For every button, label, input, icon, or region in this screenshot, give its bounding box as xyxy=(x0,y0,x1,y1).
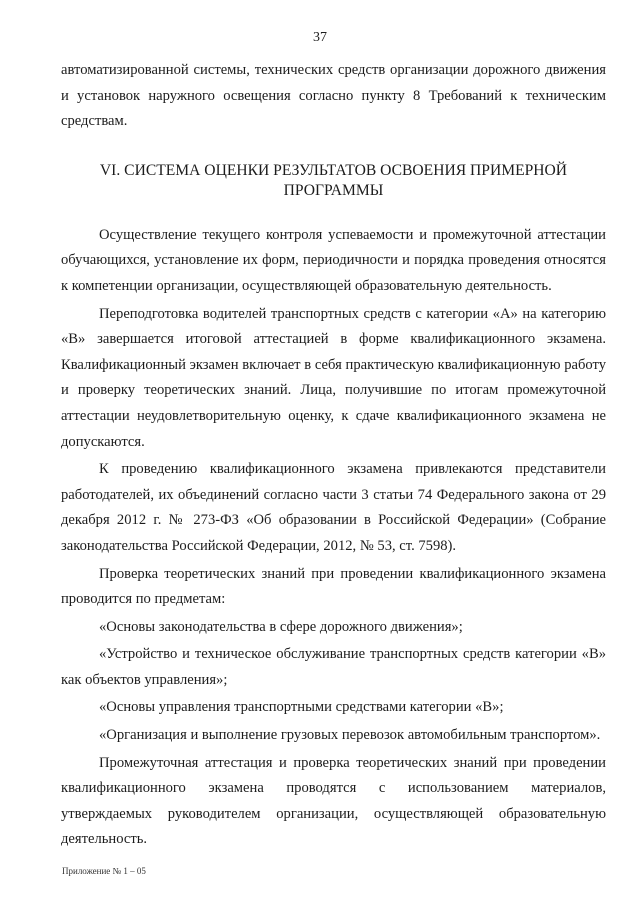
paragraph: Осуществление текущего контроля успеваемости и промежуточной аттестации обучающихся, установление их форм, периодичности и порядка проведения относятся к компетенции организации, осуществляющей образовательную деятельность. xyxy=(61,226,606,294)
list-item: «Основы управления транспортными средствами категории «В»; xyxy=(99,699,504,716)
list-item: «Устройство и техническое обслуживание транспортных средств категории «В» как объектов управления»; xyxy=(61,646,606,688)
paragraph-continuation: автоматизированной системы, технических средств организации дорожного движения и установок наружного освещения согласно пункту 8 Требований к техническим средствам. xyxy=(61,62,606,130)
list-item: «Основы законодательства в сфере дорожного движения»; xyxy=(99,618,463,635)
section-heading: VI. СИСТЕМА ОЦЕНКИ РЕЗУЛЬТАТОВ ОСВОЕНИЯ ПРИМЕРНОЙ ПРОГРАММЫ xyxy=(99,161,568,199)
list-item: «Организация и выполнение грузовых перевозок автомобильным транспортом». xyxy=(99,727,601,744)
document-body xyxy=(61,58,606,853)
paragraph: Проверка теоретических знаний при проведении квалификационного экзамена проводится по предметам: xyxy=(61,565,606,608)
page-footer: Приложение № 1 – 05 xyxy=(62,866,146,876)
paragraph: К проведению квалификационного экзамена привлекаются представители работодателей, их объединений согласно части 3 статьи 74 Федерального закона от 29 декабря 2012 г. № 273-ФЗ «Об образовании в Российской Федерации» (Собрание законодательства Российской Федерации, 2012, № 53, ст. 7598). xyxy=(61,461,606,554)
paragraph: Промежуточная аттестация и проверка теоретических знаний при проведении квалификационного экзамена проводятся с использованием материалов, утверждаемых руководителем организации, осуществляющей образовательную деятельность. xyxy=(61,754,606,848)
page-number: 37 xyxy=(313,30,327,45)
paragraph: Переподготовка водителей транспортных средств с категории «А» на категорию «В» завершается итоговой аттестацией в форме квалификационного экзамена. Квалификационный экзамен включает в себя практическую квалификационную работу и проверку теоретических знаний. Лица, получившие по итогам промежуточной аттестации неудовлетворительную оценку, к сдаче квалификационного экзамена не допускаются. xyxy=(61,305,606,450)
